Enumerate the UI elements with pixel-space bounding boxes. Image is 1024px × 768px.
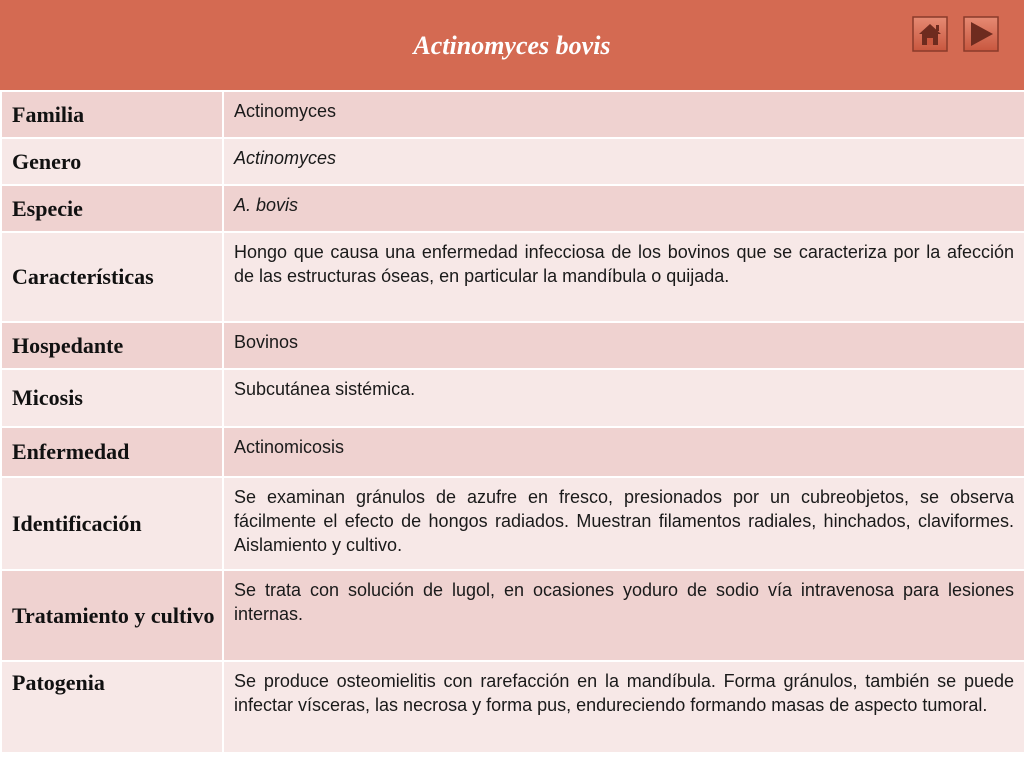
- table-row: [1, 232, 1024, 322]
- table-row: [1, 138, 1024, 185]
- table-row: [1, 477, 1024, 570]
- table-row: [1, 322, 1024, 369]
- title-bar: [0, 0, 1024, 90]
- row-value: Bovinos: [223, 322, 1024, 369]
- next-arrow-icon: [963, 16, 999, 52]
- table-row: [1, 185, 1024, 232]
- next-button[interactable]: [963, 16, 999, 52]
- row-value: Hongo que causa una enfermedad infecciosa de los bovinos que se caracteriza por la afección de las estructuras óseas, en particular la mandíbula o quijada.: [223, 232, 1024, 322]
- row-value: Actinomyces: [223, 138, 1024, 185]
- row-label: Especie: [1, 185, 223, 232]
- row-value: Subcutánea sistémica.: [223, 369, 1024, 427]
- row-value: Se produce osteomielitis con rarefacción en la mandíbula. Forma gránulos, también se puede infectar vísceras, las necrosa y forma pus, endureciendo formando masas de aspecto tumoral.: [223, 661, 1024, 753]
- table-row: [1, 369, 1024, 427]
- row-value: A. bovis: [223, 185, 1024, 232]
- row-label: Identificación: [1, 477, 223, 570]
- row-value: Actinomicosis: [223, 427, 1024, 477]
- row-label: Familia: [1, 91, 223, 138]
- table-row: [1, 427, 1024, 477]
- table-row: [1, 661, 1024, 753]
- home-button[interactable]: [912, 16, 948, 52]
- row-label: Micosis: [1, 369, 223, 427]
- table-row: [1, 570, 1024, 661]
- row-value: Se examinan gránulos de azufre en fresco, presionados por un cubreobjetos, se observa fácilmente el efecto de hongos radiados. Muestran filamentos radiales, hinchados, claviformes. Aislamiento y cultivo.: [223, 477, 1024, 570]
- row-label: Enfermedad: [1, 427, 223, 477]
- home-icon: [912, 16, 948, 52]
- row-value: Actinomyces: [223, 91, 1024, 138]
- row-value: Se trata con solución de lugol, en ocasiones yoduro de sodio vía intravenosa para lesiones internas.: [223, 570, 1024, 661]
- slide-title: Actinomyces bovis: [413, 31, 611, 60]
- row-label: Genero: [1, 138, 223, 185]
- row-label: Hospedante: [1, 322, 223, 369]
- row-label: Características: [1, 232, 223, 322]
- table-row: [1, 91, 1024, 138]
- info-table: [0, 90, 1024, 754]
- row-label: Patogenia: [1, 661, 223, 753]
- row-label: Tratamiento y cultivo: [1, 570, 223, 661]
